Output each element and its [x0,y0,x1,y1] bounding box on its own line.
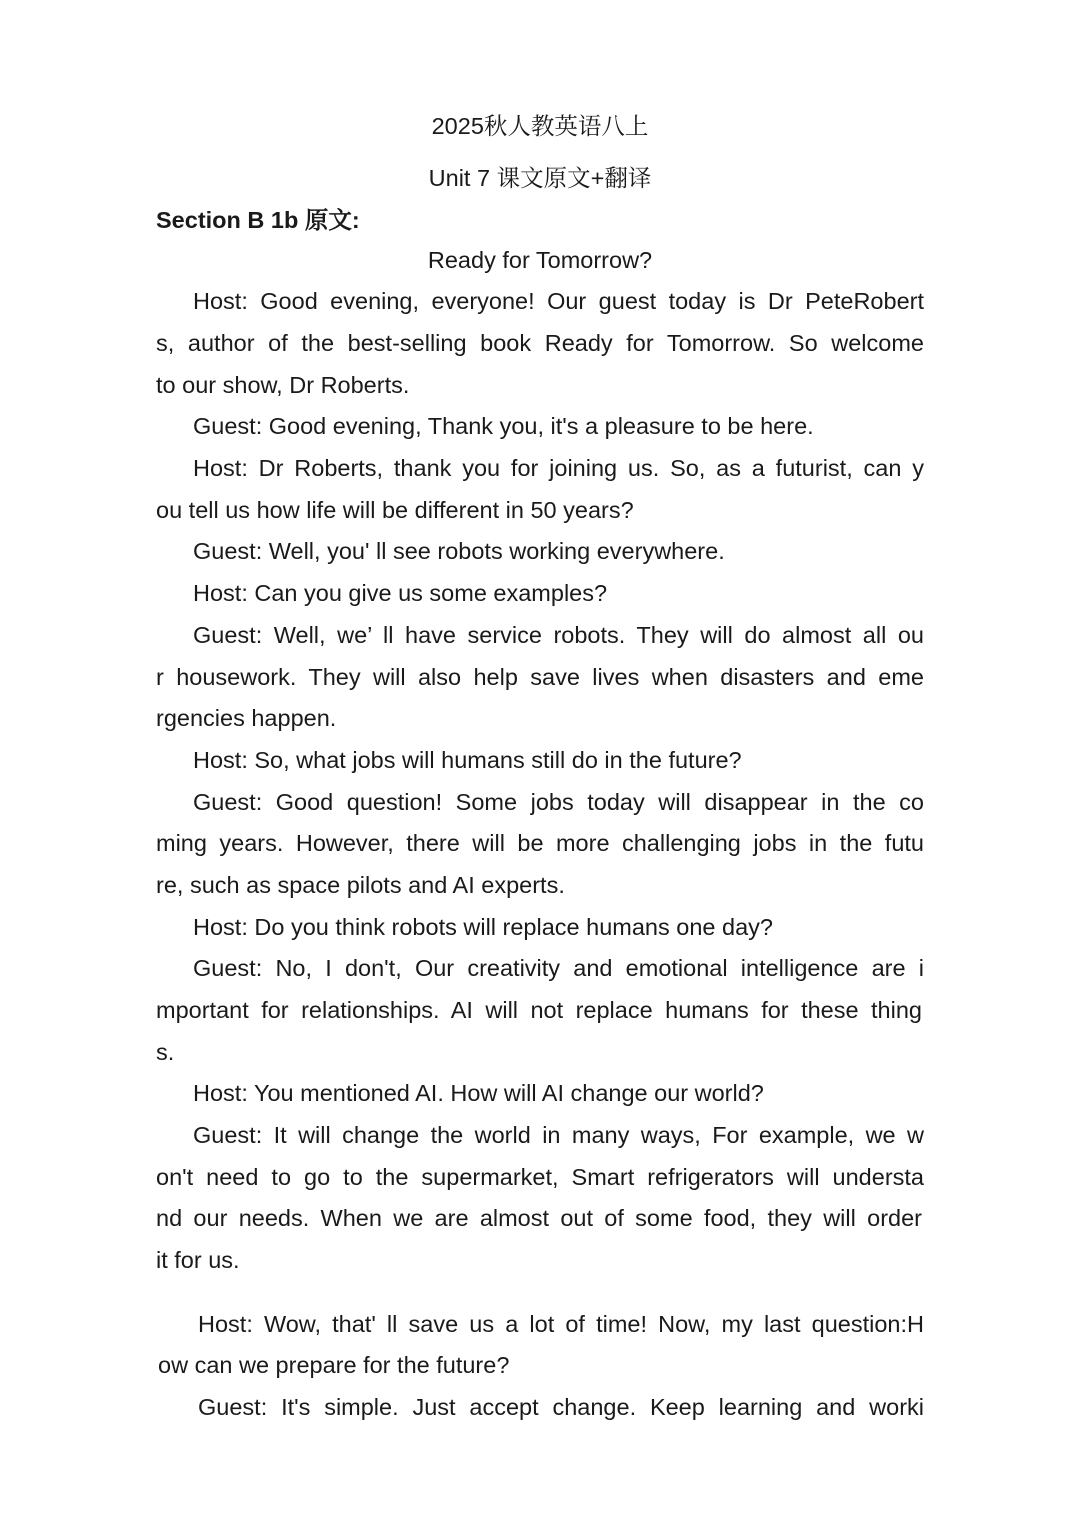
text-line: rgencies happen. [156,705,337,731]
text-line: Host: You mentioned AI. How will AI change our world? [193,1080,764,1106]
text-line: Host: Good evening, everyone! Our guest today is Dr PeteRobert [193,288,924,314]
text-line: Host: Wow, that' ll save us a lot of time! Now, my last question:H [198,1311,924,1337]
text-line: to our show, Dr Roberts. [156,372,410,398]
text-line: Guest: Good evening, Thank you, it's a pleasure to be here. [193,413,814,439]
text-line: s. [156,1039,175,1065]
text-line: ow can we prepare for the future? [158,1352,510,1378]
text-line: r housework. They will also help save lives when disasters and eme [156,664,924,690]
text-line: s, author of the best-selling book Ready for Tomorrow. So welcome [156,330,924,356]
text-line: Host: Can you give us some examples? [193,580,608,606]
document-subtitle: Unit 7 课文原文+翻译 [428,165,652,191]
section-heading: Section B 1b 原文: [156,207,360,233]
text-line: on't need to go to the supermarket, Smart refrigerators will understa [156,1164,924,1190]
text-line: Host: Dr Roberts, thank you for joining us. So, as a futurist, can y [193,455,924,481]
text-line: ou tell us how life will be different in 50 years? [156,497,634,523]
text-line: Guest: It will change the world in many ways, For example, we w [193,1122,924,1148]
text-line: Host: Do you think robots will replace humans one day? [193,914,773,940]
text-line: Guest: Well, we’ ll have service robots. They will do almost all ou [193,622,924,648]
text-line: mportant for relationships. AI will not replace humans for these thing [156,997,922,1023]
document-title: 2025秋人教英语八上 [431,113,649,139]
text-line: Guest: It's simple. Just accept change. Keep learning and worki [198,1394,924,1420]
text-line: Guest: Good question! Some jobs today will disappear in the co [193,789,924,815]
text-line: Host: So, what jobs will humans still do in the future? [193,747,742,773]
text-line: Guest: Well, you' ll see robots working everywhere. [193,538,725,564]
passage-title: Ready for Tomorrow? [427,247,653,273]
text-line: ming years. However, there will be more challenging jobs in the futu [156,830,924,856]
text-line: it for us. [156,1247,240,1273]
text-line: nd our needs. When we are almost out of some food, they will order [156,1205,922,1231]
text-line: Guest: No, I don't, Our creativity and emotional intelligence are i [193,955,924,981]
text-line: re, such as space pilots and AI experts. [156,872,565,898]
